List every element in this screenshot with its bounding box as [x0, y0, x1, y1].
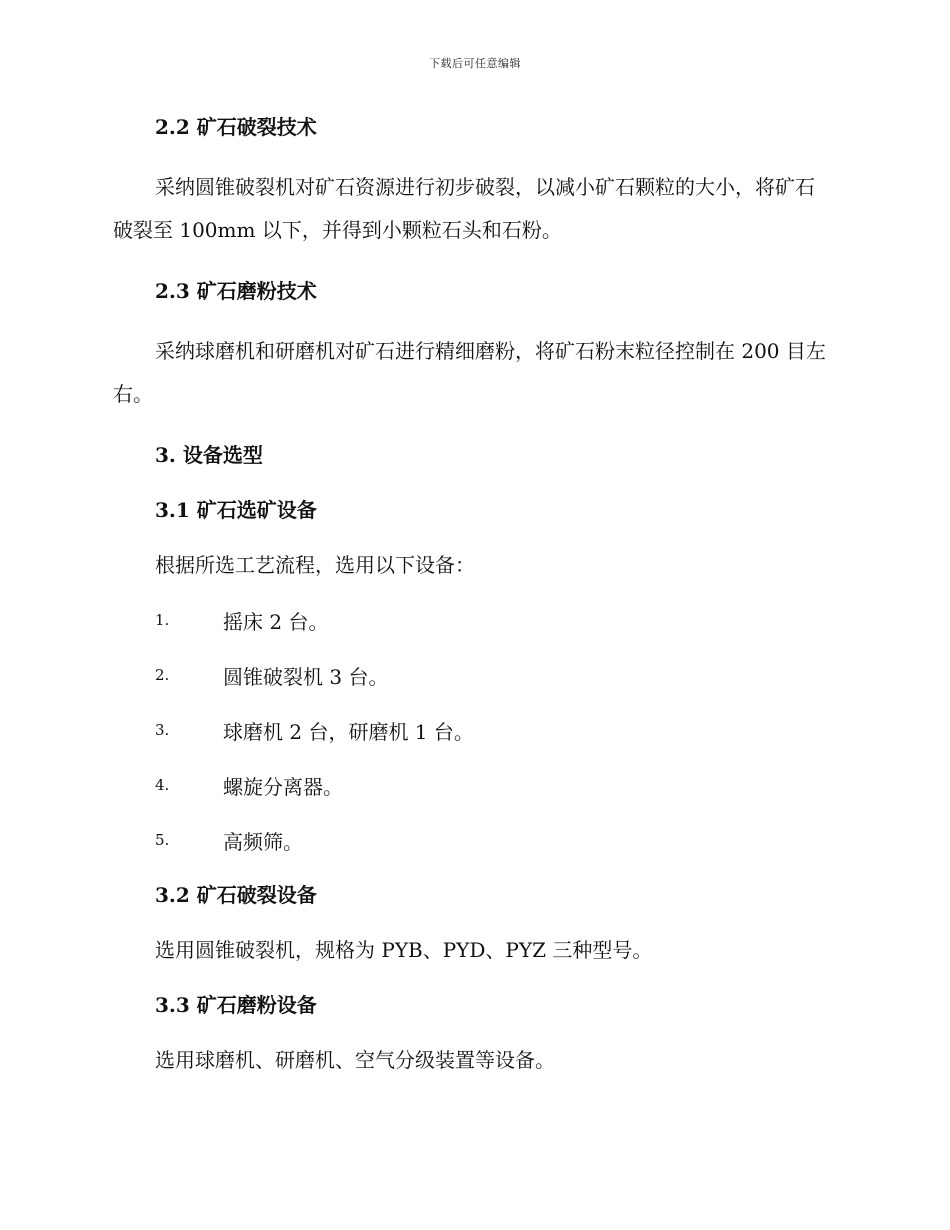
- list-item: [155, 605, 833, 635]
- list-text: 高频筛。: [223, 829, 303, 854]
- equipment-list: [113, 605, 833, 855]
- list-number: 2.: [155, 666, 170, 684]
- list-text: 圆锥破裂机 3 台。: [223, 664, 389, 689]
- list-item: [155, 770, 833, 800]
- heading-3-3: 3.3 矿石磨粉设备: [155, 993, 317, 1017]
- heading-3-1: 3.1 矿石选矿设备: [155, 498, 317, 522]
- heading-3-2: 3.2 矿石破裂设备: [155, 883, 317, 907]
- list-item: [155, 825, 833, 855]
- heading-2-3: 2.3 矿石磨粉技术: [155, 279, 317, 303]
- list-number: 4.: [155, 776, 170, 794]
- list-number: 5.: [155, 831, 170, 849]
- heading-2-2: 2.2 矿石破裂技术: [155, 115, 317, 139]
- heading-3: 3. 设备选型: [155, 443, 263, 467]
- document-body: [113, 112, 833, 1075]
- paragraph-3-2: 选用圆锥破裂机，规格为 PYB、PYD、PYZ 三种型号。: [155, 938, 653, 962]
- list-text: 摇床 2 台。: [223, 609, 329, 634]
- list-number: 1.: [155, 611, 170, 629]
- page-header: 下载后可任意编辑: [429, 57, 521, 70]
- paragraph-3-1: 根据所选工艺流程，选用以下设备：: [155, 553, 475, 577]
- paragraph-2-3: 采纳球磨机和研磨机对矿石进行精细磨粉，将矿石粉末粒径控制在 200 目左右。: [113, 339, 826, 406]
- list-item: [155, 660, 833, 690]
- list-text: 球磨机 2 台，研磨机 1 台。: [223, 719, 474, 744]
- list-number: 3.: [155, 721, 170, 739]
- paragraph-2-2: 采纳圆锥破裂机对矿石资源进行初步破裂，以减小矿石颗粒的大小，将矿石破裂至 100mm 以下，并得到小颗粒石头和石粉。: [113, 175, 815, 242]
- list-text: 螺旋分离器。: [223, 774, 343, 799]
- list-item: [155, 715, 833, 745]
- paragraph-3-3: 选用球磨机、研磨机、空气分级装置等设备。: [155, 1048, 555, 1072]
